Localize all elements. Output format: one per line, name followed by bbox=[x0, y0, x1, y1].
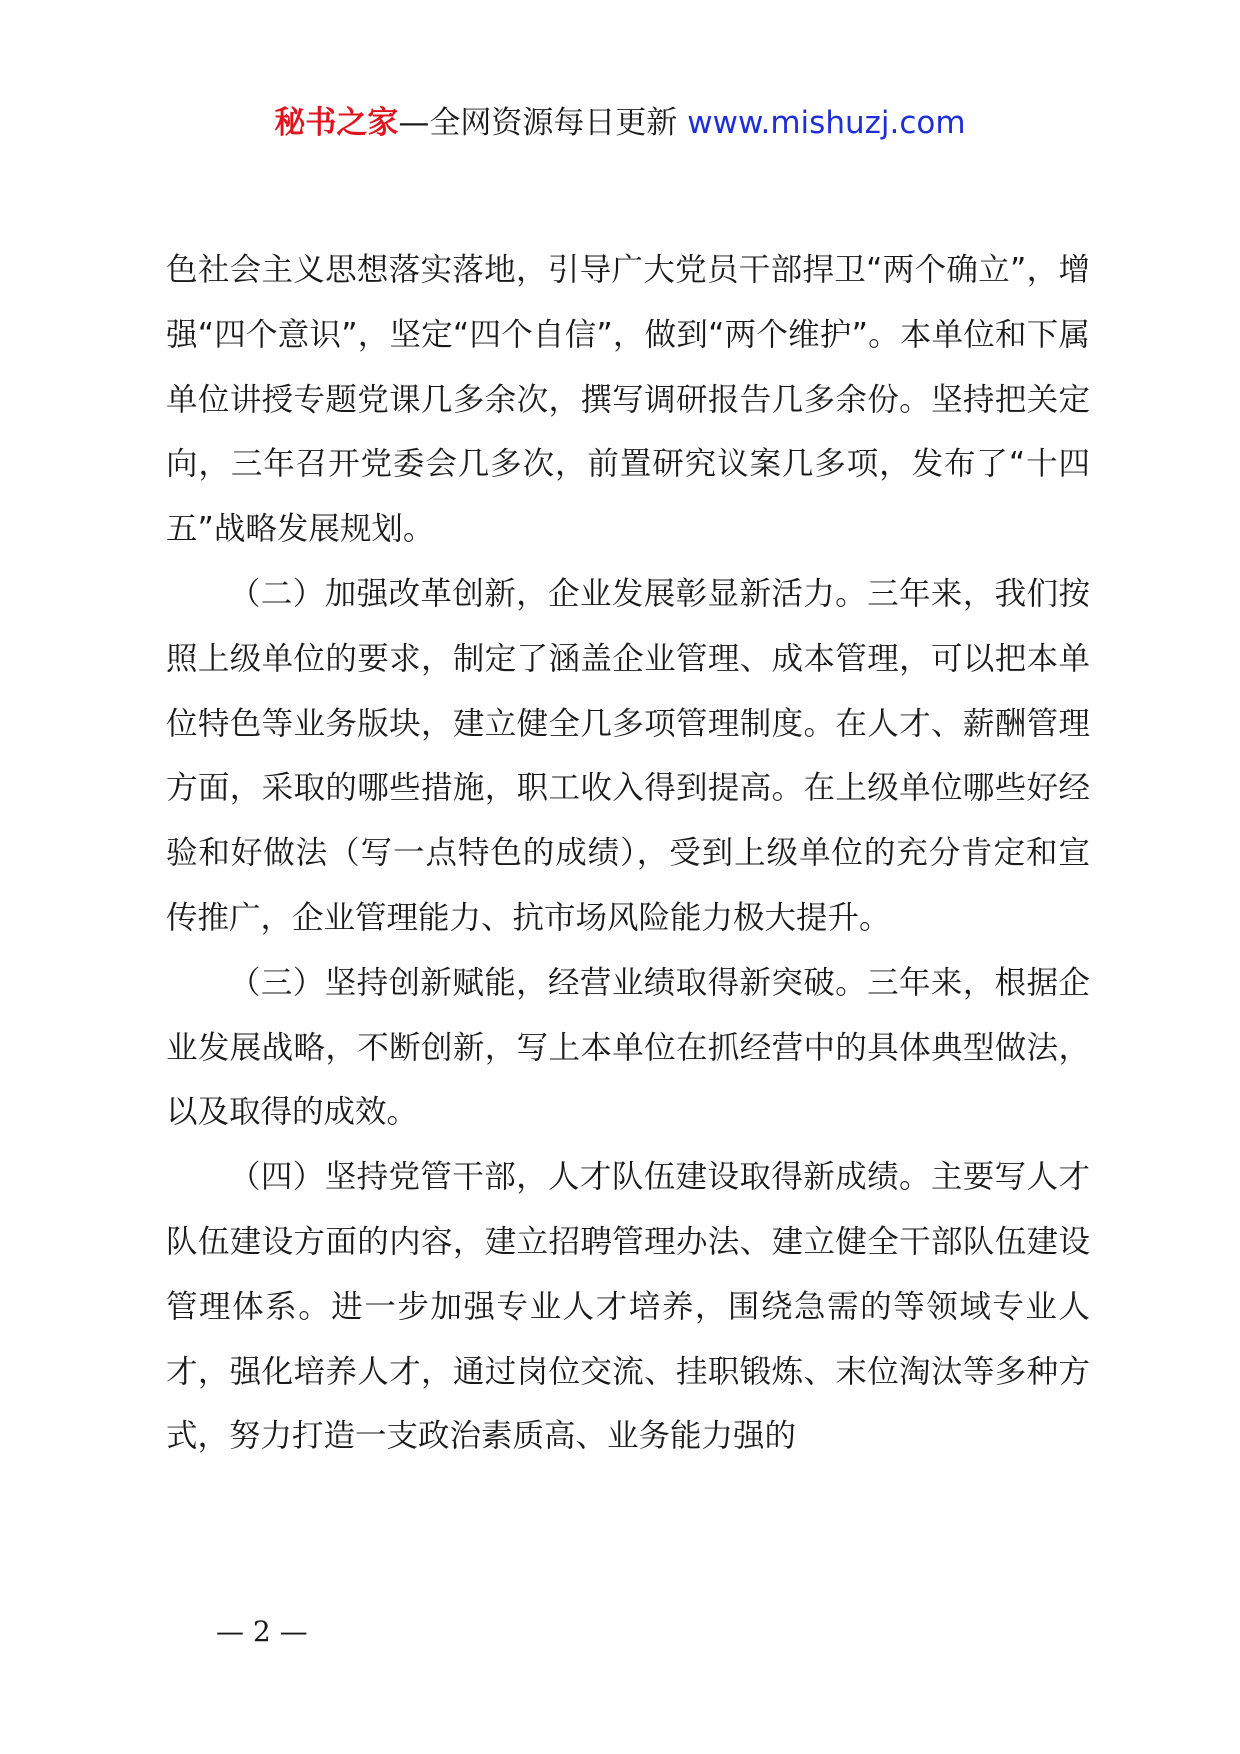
header-tagline: —全网资源每日更新 bbox=[398, 105, 678, 141]
header-brand: 秘书之家 bbox=[274, 105, 399, 141]
page-number: — 2 — bbox=[216, 1615, 308, 1648]
document-body bbox=[166, 238, 1090, 1469]
page-header bbox=[0, 98, 1240, 148]
header-website[interactable]: www.mishuzj.com bbox=[687, 105, 966, 141]
paragraph-section-3: （三）坚持创新赋能，经营业绩取得新突破。三年来，根据企业发展战略，不断创新，写上本单位在抓经营中的具体典型做法，以及取得的成效。 bbox=[166, 964, 1090, 1131]
paragraph-section-4: （四）坚持党管干部，人才队伍建设取得新成绩。主要写人才队伍建设方面的内容，建立招聘管理办法、建立健全干部队伍建设管理体系。进一步加强专业人才培养，围绕急需的等领域专业人才，强化培养人才，通过岗位交流、挂职锻炼、末位淘汰等多种方式，努力打造一支政治素质高、业务能力强的 bbox=[166, 1159, 1090, 1455]
paragraph-continued: 色社会主义思想落实落地，引导广大党员干部捍卫“两个确立”，增强“四个意识”，坚定“四个自信”，做到“两个维护”。本单位和下属单位讲授专题党课几多余次，撰写调研报告几多余份。坚持把关定向，三年召开党委会几多次，前置研究议案几多项，发布了“十四五”战略发展规划。 bbox=[166, 252, 1090, 548]
paragraph-section-2: （二）加强改革创新，企业发展彰显新活力。三年来，我们按照上级单位的要求，制定了涵盖企业管理、成本管理，可以把本单位特色等业务版块，建立健全几多项管理制度。在人才、薪酬管理方面，采取的哪些措施，职工收入得到提高。在上级单位哪些好经验和好做法（写一点特色的成绩），受到上级单位的充分肯定和宣传推广，企业管理能力、抗市场风险能力极大提升。 bbox=[166, 575, 1090, 936]
